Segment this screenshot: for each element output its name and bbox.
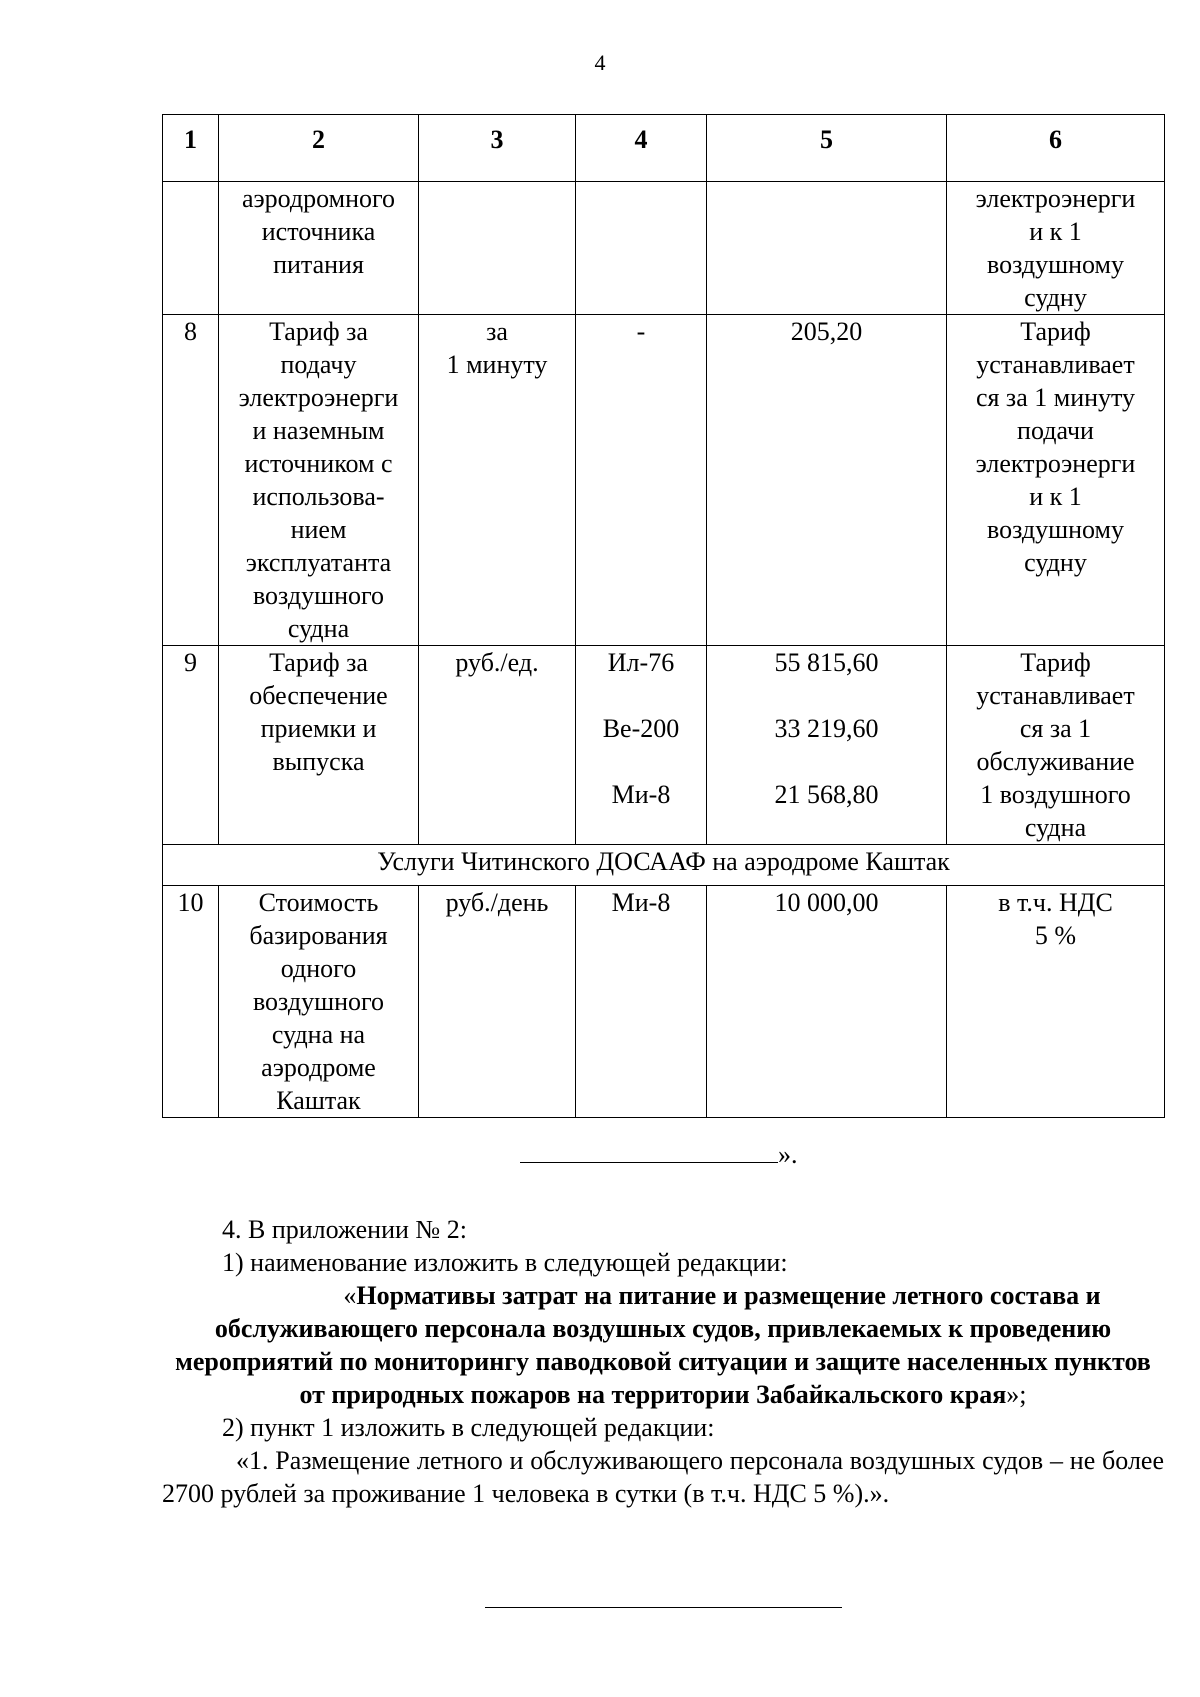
open-quote: «	[343, 1281, 357, 1310]
aircraft-type	[576, 182, 707, 315]
new-title-paragraph	[162, 1279, 1164, 1411]
service-name: Стоимость базирования одного воздушного судна на аэродроме Каштак	[219, 886, 419, 1118]
row-number: 9	[163, 646, 219, 845]
header-col-6: 6	[947, 115, 1165, 182]
paragraph-appendix: 4. В приложении № 2:	[222, 1215, 467, 1244]
table-end-mark	[520, 1138, 798, 1170]
table-row	[163, 182, 1165, 315]
note: электроэнерги и к 1 воздушному судну	[947, 182, 1165, 315]
unit: руб./день	[419, 886, 576, 1118]
service-name: аэродромного источника питания	[219, 182, 419, 315]
price	[707, 182, 947, 315]
note: Тариф устанавливает ся за 1 обслуживание 1 воздушного судна	[947, 646, 1165, 845]
amendment-text	[162, 1213, 1164, 1510]
aircraft-type: Ил-76 Be-200 Ми-8	[576, 646, 707, 845]
page-number: 4	[594, 50, 606, 75]
section-header-row	[163, 845, 1165, 886]
service-name: Тариф за подачу электроэнерги и наземным источником с использова- нием эксплуатанта воздушного судна	[219, 315, 419, 646]
row-number: 10	[163, 886, 219, 1118]
note: в т.ч. НДС 5 %	[947, 886, 1165, 1118]
header-col-3: 3	[419, 115, 576, 182]
header-col-5: 5	[707, 115, 947, 182]
end-quote: ».	[778, 1140, 798, 1169]
section-title: Услуги Читинского ДОСААФ на аэродроме Каштак	[163, 845, 1165, 886]
aircraft-type: Ми-8	[576, 886, 707, 1118]
table-row	[163, 315, 1165, 646]
service-name: Тариф за обеспечение приемки и выпуска	[219, 646, 419, 845]
table-row	[163, 886, 1165, 1118]
paragraph-item-change: 2) пункт 1 изложить в следующей редакции:	[222, 1413, 715, 1442]
unit: руб./ед.	[419, 646, 576, 845]
price: 55 815,60 33 219,60 21 568,80	[707, 646, 947, 845]
close-quote: »;	[1006, 1380, 1027, 1409]
new-title-text: Нормативы затрат на питание и размещение летного состава и обслуживающего персонала воздушных судов, привлекаемых к проведению мероприятий по мониторингу паводковой ситуации и защите населенных пунктов от природных пожаров на территории Забайкальского края	[175, 1281, 1151, 1409]
price: 10 000,00	[707, 886, 947, 1118]
unit: за 1 минуту	[419, 315, 576, 646]
paragraph-item-text: «1. Размещение летного и обслуживающего персонала воздушных судов – не более 2700 рублей за проживание 1 человека в сутки (в т.ч. НДС 5 %).».	[162, 1446, 1164, 1508]
row-number: 8	[163, 315, 219, 646]
header-col-2: 2	[219, 115, 419, 182]
note: Тариф устанавливает ся за 1 минуту подачи электроэнерги и к 1 воздушному судну	[947, 315, 1165, 646]
bottom-divider	[485, 1607, 842, 1608]
table-row	[163, 646, 1165, 845]
header-col-1: 1	[163, 115, 219, 182]
paragraph-title-change: 1) наименование изложить в следующей редакции:	[222, 1248, 788, 1277]
header-col-4: 4	[576, 115, 707, 182]
aircraft-type: -	[576, 315, 707, 646]
unit	[419, 182, 576, 315]
price: 205,20	[707, 315, 947, 646]
tariff-table	[162, 114, 1165, 1118]
row-number	[163, 182, 219, 315]
table-header-row	[163, 115, 1165, 182]
end-underline	[520, 1138, 778, 1163]
